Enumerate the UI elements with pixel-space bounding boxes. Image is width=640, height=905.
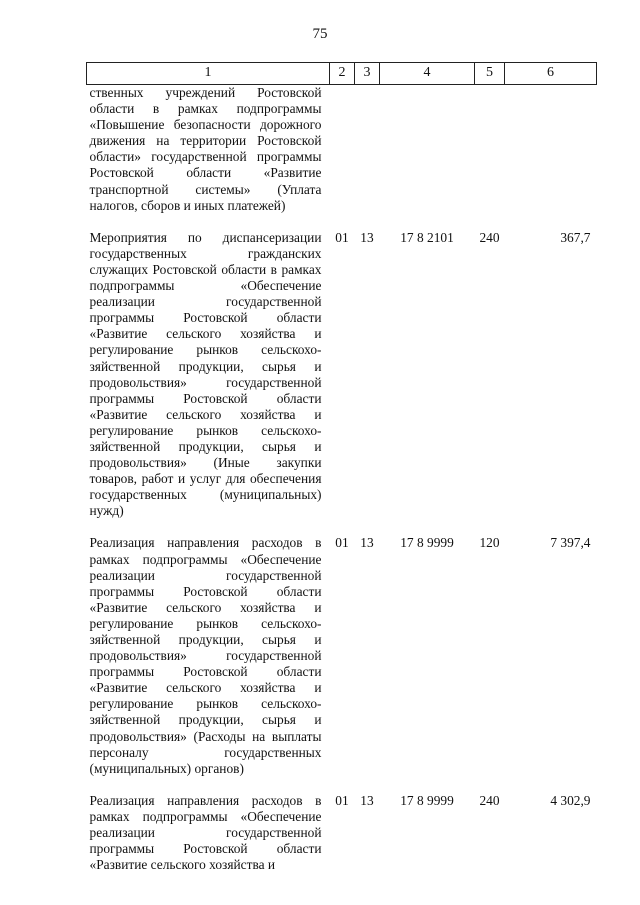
row-subsection-code: 13: [360, 535, 374, 551]
row-section-code: [330, 85, 355, 214]
row-amount: [505, 85, 597, 214]
column-header-6: 6: [505, 63, 597, 85]
row-target-article-code: 17 8 9999: [400, 792, 454, 808]
table-row: [87, 230, 597, 520]
header-row: [87, 63, 597, 85]
row-amount: 4 302,9: [550, 792, 591, 808]
row-expense-type-code: 240: [479, 792, 500, 808]
budget-table: [86, 62, 597, 873]
table-body: [87, 85, 597, 874]
row-section-code: 01: [335, 535, 349, 551]
table-header: [87, 63, 597, 85]
row-subsection-code: 13: [360, 229, 374, 245]
page-number: 75: [312, 26, 328, 42]
row-subsection-code: 13: [360, 792, 374, 808]
row-subsection-code: [355, 85, 380, 214]
row-description: Реализация направления расходов в рамках подпрограммы «Обеспечение реализации государственной программы Ростовской области «Развитие сельского хозяйства и: [89, 792, 322, 873]
row-target-article-code: 17 8 9999: [400, 535, 454, 551]
row-expense-type-code: [475, 85, 505, 214]
column-header-4: 4: [380, 63, 475, 85]
table-row: [87, 793, 597, 873]
row-section-code: 01: [335, 229, 349, 245]
row-target-article-code: [380, 85, 475, 214]
row-description: Реализация направления расходов в рамках подпрограммы «Обеспечение реализации государственной программы Ростовской области «Развитие сельского хозяйства и регулирование рынков сельскохозяйственной продукции, сырья и продовольствия» государственной программы Ростовской области «Развитие сельского хозяйства и регулирование рынков сельскохозяйственной продукции, сырья и продовольствия» (Расходы на выплаты персоналу государственных (муниципальных) органов): [89, 535, 322, 776]
row-section-code: 01: [335, 792, 349, 808]
row-target-article-code: 17 8 2101: [400, 229, 454, 245]
row-expense-type-code: 240: [479, 229, 500, 245]
column-header-3: 3: [355, 63, 380, 85]
column-header-2: 2: [330, 63, 355, 85]
table-row: [87, 535, 597, 776]
row-spacer: [87, 214, 597, 230]
row-amount: 367,7: [560, 229, 591, 245]
row-spacer: [87, 777, 597, 793]
table-row: [87, 85, 597, 214]
row-spacer: [87, 519, 597, 535]
row-expense-type-code: 120: [479, 535, 500, 551]
column-header-5: 5: [475, 63, 505, 85]
row-description: Мероприятия по диспансеризации государственных гражданских служащих Ростовской области в рамках подпрограммы «Обеспечение реализации государственной программы Ростовской области «Развитие сельского хозяйства и регулирование рынков сельскохозяйственной продукции, сырья и продовольствия» государственной программы Ростовской области «Развитие сельского хозяйства и регулирование рынков сельскохозяйственной продукции, сырья и продовольствия» (Иные закупки товаров, работ и услуг для обеспечения государственных (муниципальных) нужд): [89, 229, 322, 519]
row-amount: 7 397,4: [550, 535, 591, 551]
row-description: ственных учреждений Ростовской области в рамках подпрограммы «Повышение безопасности дорожного движения на территории Ростовской области» государственной программы Ростовской области «Развитие транспортной системы» (Уплата налогов, сборов и иных платежей): [89, 85, 322, 213]
column-header-1: 1: [87, 63, 330, 85]
